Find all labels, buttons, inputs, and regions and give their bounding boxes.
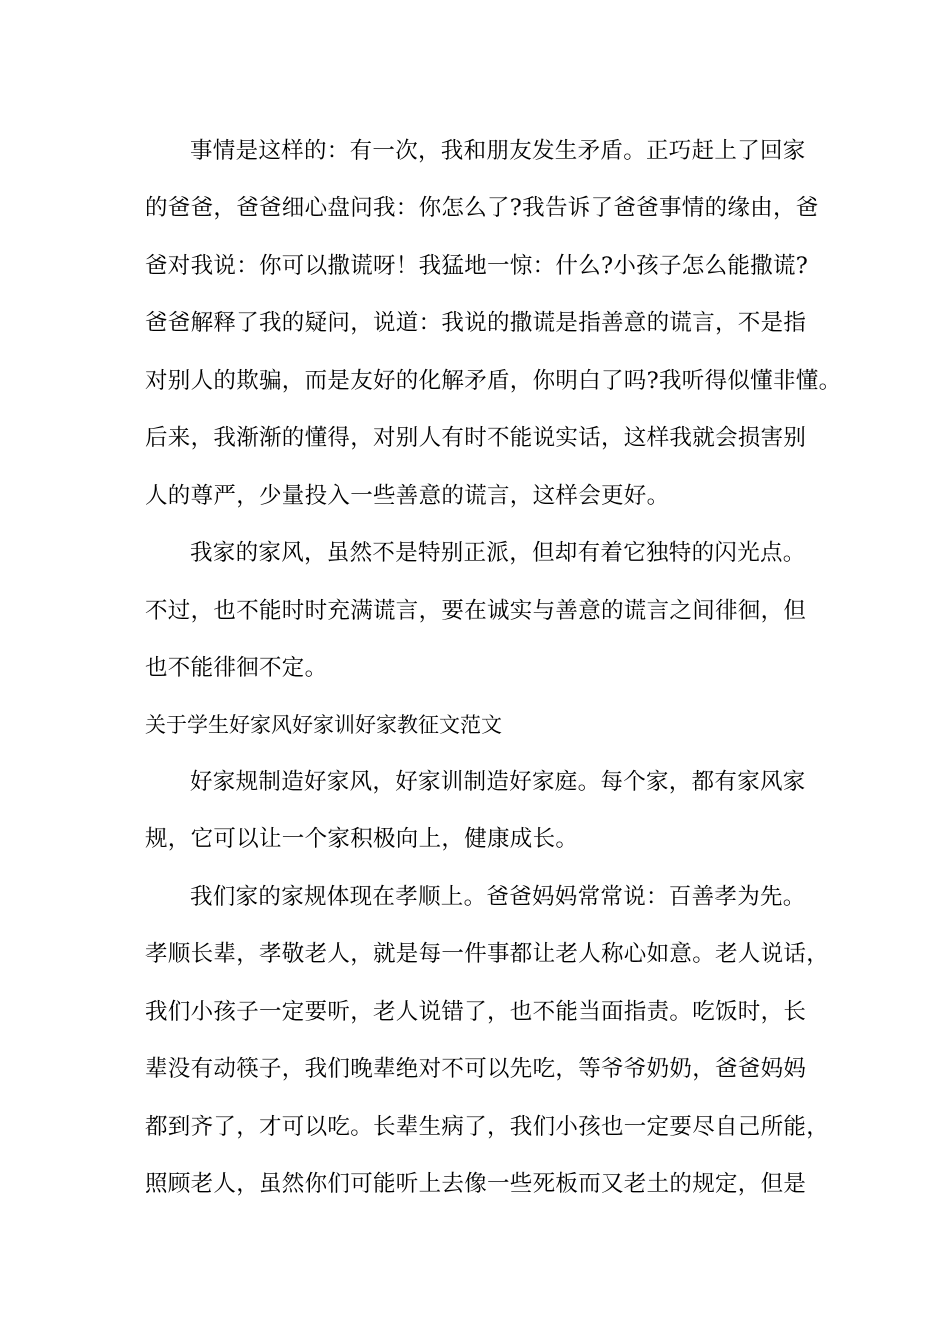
text-line: 照顾老人，虽然你们可能听上去像一些死板而又老土的规定，但是 xyxy=(145,1171,807,1197)
text-line: 辈没有动筷子，我们晚辈绝对不可以先吃，等爷爷奶奶，爸爸妈妈 xyxy=(145,1056,807,1082)
text-line: 爸对我说：你可以撒谎呀！我猛地一惊：什么?小孩子怎么能撒谎? xyxy=(145,253,809,279)
text-line: 不过，也不能时时充满谎言，要在诚实与善意的谎言之间徘徊，但 xyxy=(145,598,807,624)
text-line: 规，它可以让一个家积极向上，健康成长。 xyxy=(145,826,579,852)
text-line: 后来，我渐渐的懂得，对别人有时不能说实话，这样我就会损害别 xyxy=(145,425,807,451)
text-line: 我们家的家规体现在孝顺上。爸爸妈妈常常说：百善孝为先。 xyxy=(190,884,806,910)
text-line: 对别人的欺骗，而是友好的化解矛盾，你明白了吗?我听得似懂非懂。 xyxy=(145,368,842,394)
text-line: 爸爸解释了我的疑问，说道：我说的撒谎是指善意的谎言，不是指 xyxy=(145,310,807,336)
text-line: 好家规制造好家风，好家训制造好家庭。每个家，都有家风家 xyxy=(190,769,806,795)
text-line: 事情是这样的：有一次，我和朋友发生矛盾。正巧赶上了回家 xyxy=(190,138,806,164)
text-line: 也不能徘徊不定。 xyxy=(145,655,328,681)
text-line: 的爸爸，爸爸细心盘问我：你怎么了?我告诉了爸爸事情的缘由，爸 xyxy=(145,195,819,221)
text-line: 都到齐了，才可以吃。长辈生病了，我们小孩也一定要尽自己所能， xyxy=(145,1114,830,1140)
text-line: 我家的家风，虽然不是特别正派，但却有着它独特的闪光点。 xyxy=(190,540,806,566)
section-heading: 关于学生好家风好家训好家教征文范文 xyxy=(145,713,502,737)
text-line: 人的尊严，少量投入一些善意的谎言，这样会更好。 xyxy=(145,483,670,509)
text-line: 孝顺长辈，孝敬老人，就是每一件事都让老人称心如意。老人说话， xyxy=(145,941,830,967)
text-line: 我们小孩子一定要听，老人说错了，也不能当面指责。吃饭时，长 xyxy=(145,999,807,1025)
